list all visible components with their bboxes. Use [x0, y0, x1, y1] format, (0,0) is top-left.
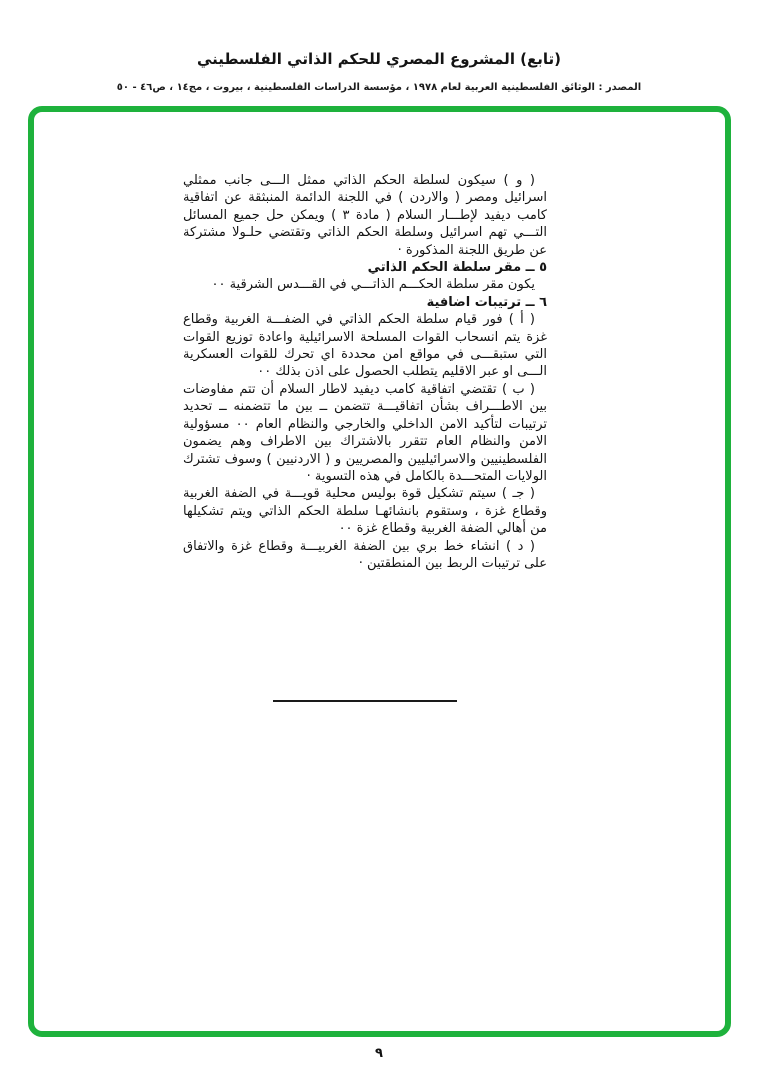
document-title: (تابع) المشروع المصري للحكم الذاتي الفلسطيني	[196, 50, 562, 68]
source-line: المصدر : الوثائق الفلسطينية العربية لعام ١٩٧٨ ، مؤسسة الدراسات الفلسطينية ، بيروت ، مج١٤ ، ص٤٦ - ٥٠	[116, 82, 642, 93]
document-body	[183, 172, 547, 572]
paragraph-seat-of-authority: يكون مقر سلطة الحكـــم الذاتـــي في القـــدس الشرقية ٠٠	[211, 277, 535, 293]
section-heading-5: ٥ ــ مقر سلطة الحكم الذاتي	[367, 260, 547, 276]
paragraph-jeem: ( جـ ) سيتم تشكيل قوة بوليس محلية قويـــة في الضفة الغربية وقطاع غزة ، وستقوم بانشائهـا سلطة الحكم الذاتي ويتم تشكيلها من أهالي الضفة الغربية وقطاع غزة ٠٠	[183, 486, 547, 537]
section-heading-6: ٦ ــ ترتيبات اضافية	[426, 294, 547, 310]
paragraph-waw: ( و ) سيكون لسلطة الحكم الذاتي ممثل الـــى جانب ممثلي اسرائيل ومصر ( والاردن ) في اللجنة الدائمة المنبثقة عن اتفاقية كامب ديفيد لإطـــار السلام ( مادة ٣ ) ويمكن حل جميع المسائل التـــي تهم اسرائيل وسلطة الحكم الذاتي وتقتضي حلـولا مشتركة عن طريق اللجنة المذكورة ·	[183, 173, 547, 258]
paragraph-dal: ( د ) انشاء خط بري بين الضفة الغربيـــة وقطاع غزة والاتفاق على ترتيبات الربط بين المنطقتين ·	[183, 538, 547, 571]
paragraph-ba: ( ب ) تقتضي اتفاقية كامب ديفيد لاطار السلام أن تتم مفاوضات بين الاطـــراف بشأن اتفاقيـــة تتضمن ــ بين ما تتضمنه ــ تحديد ترتيبات لتأكيد الامن الداخلي والخارجي والنظام العام ٠٠ مسؤولية الامن والنظام العام تتقرر بالاشتراك بين الاطراف وهم يضمون الفلسطينيين والاسرائيليين والمصريين و ( الاردنيين ) وسوف تشترك الولايات المتحـــدة بالكامل في هذه التسوية ·	[183, 381, 547, 484]
paragraph-alef: ( أ ) فور قيام سلطة الحكم الذاتي في الضفـــة الغربية وقطاع غزة يتم انسحاب القوات المسلحة الاسرائيلية واعادة توزيع القوات التي ستبقـــى في مواقع امن محددة اي تحرك للقوات العسكرية الـــى او عبر الاقليم يتطلب الحصول على اذن بذلك ٠٠	[183, 312, 547, 380]
page-number: ٩	[375, 1046, 383, 1061]
end-divider	[273, 700, 457, 702]
